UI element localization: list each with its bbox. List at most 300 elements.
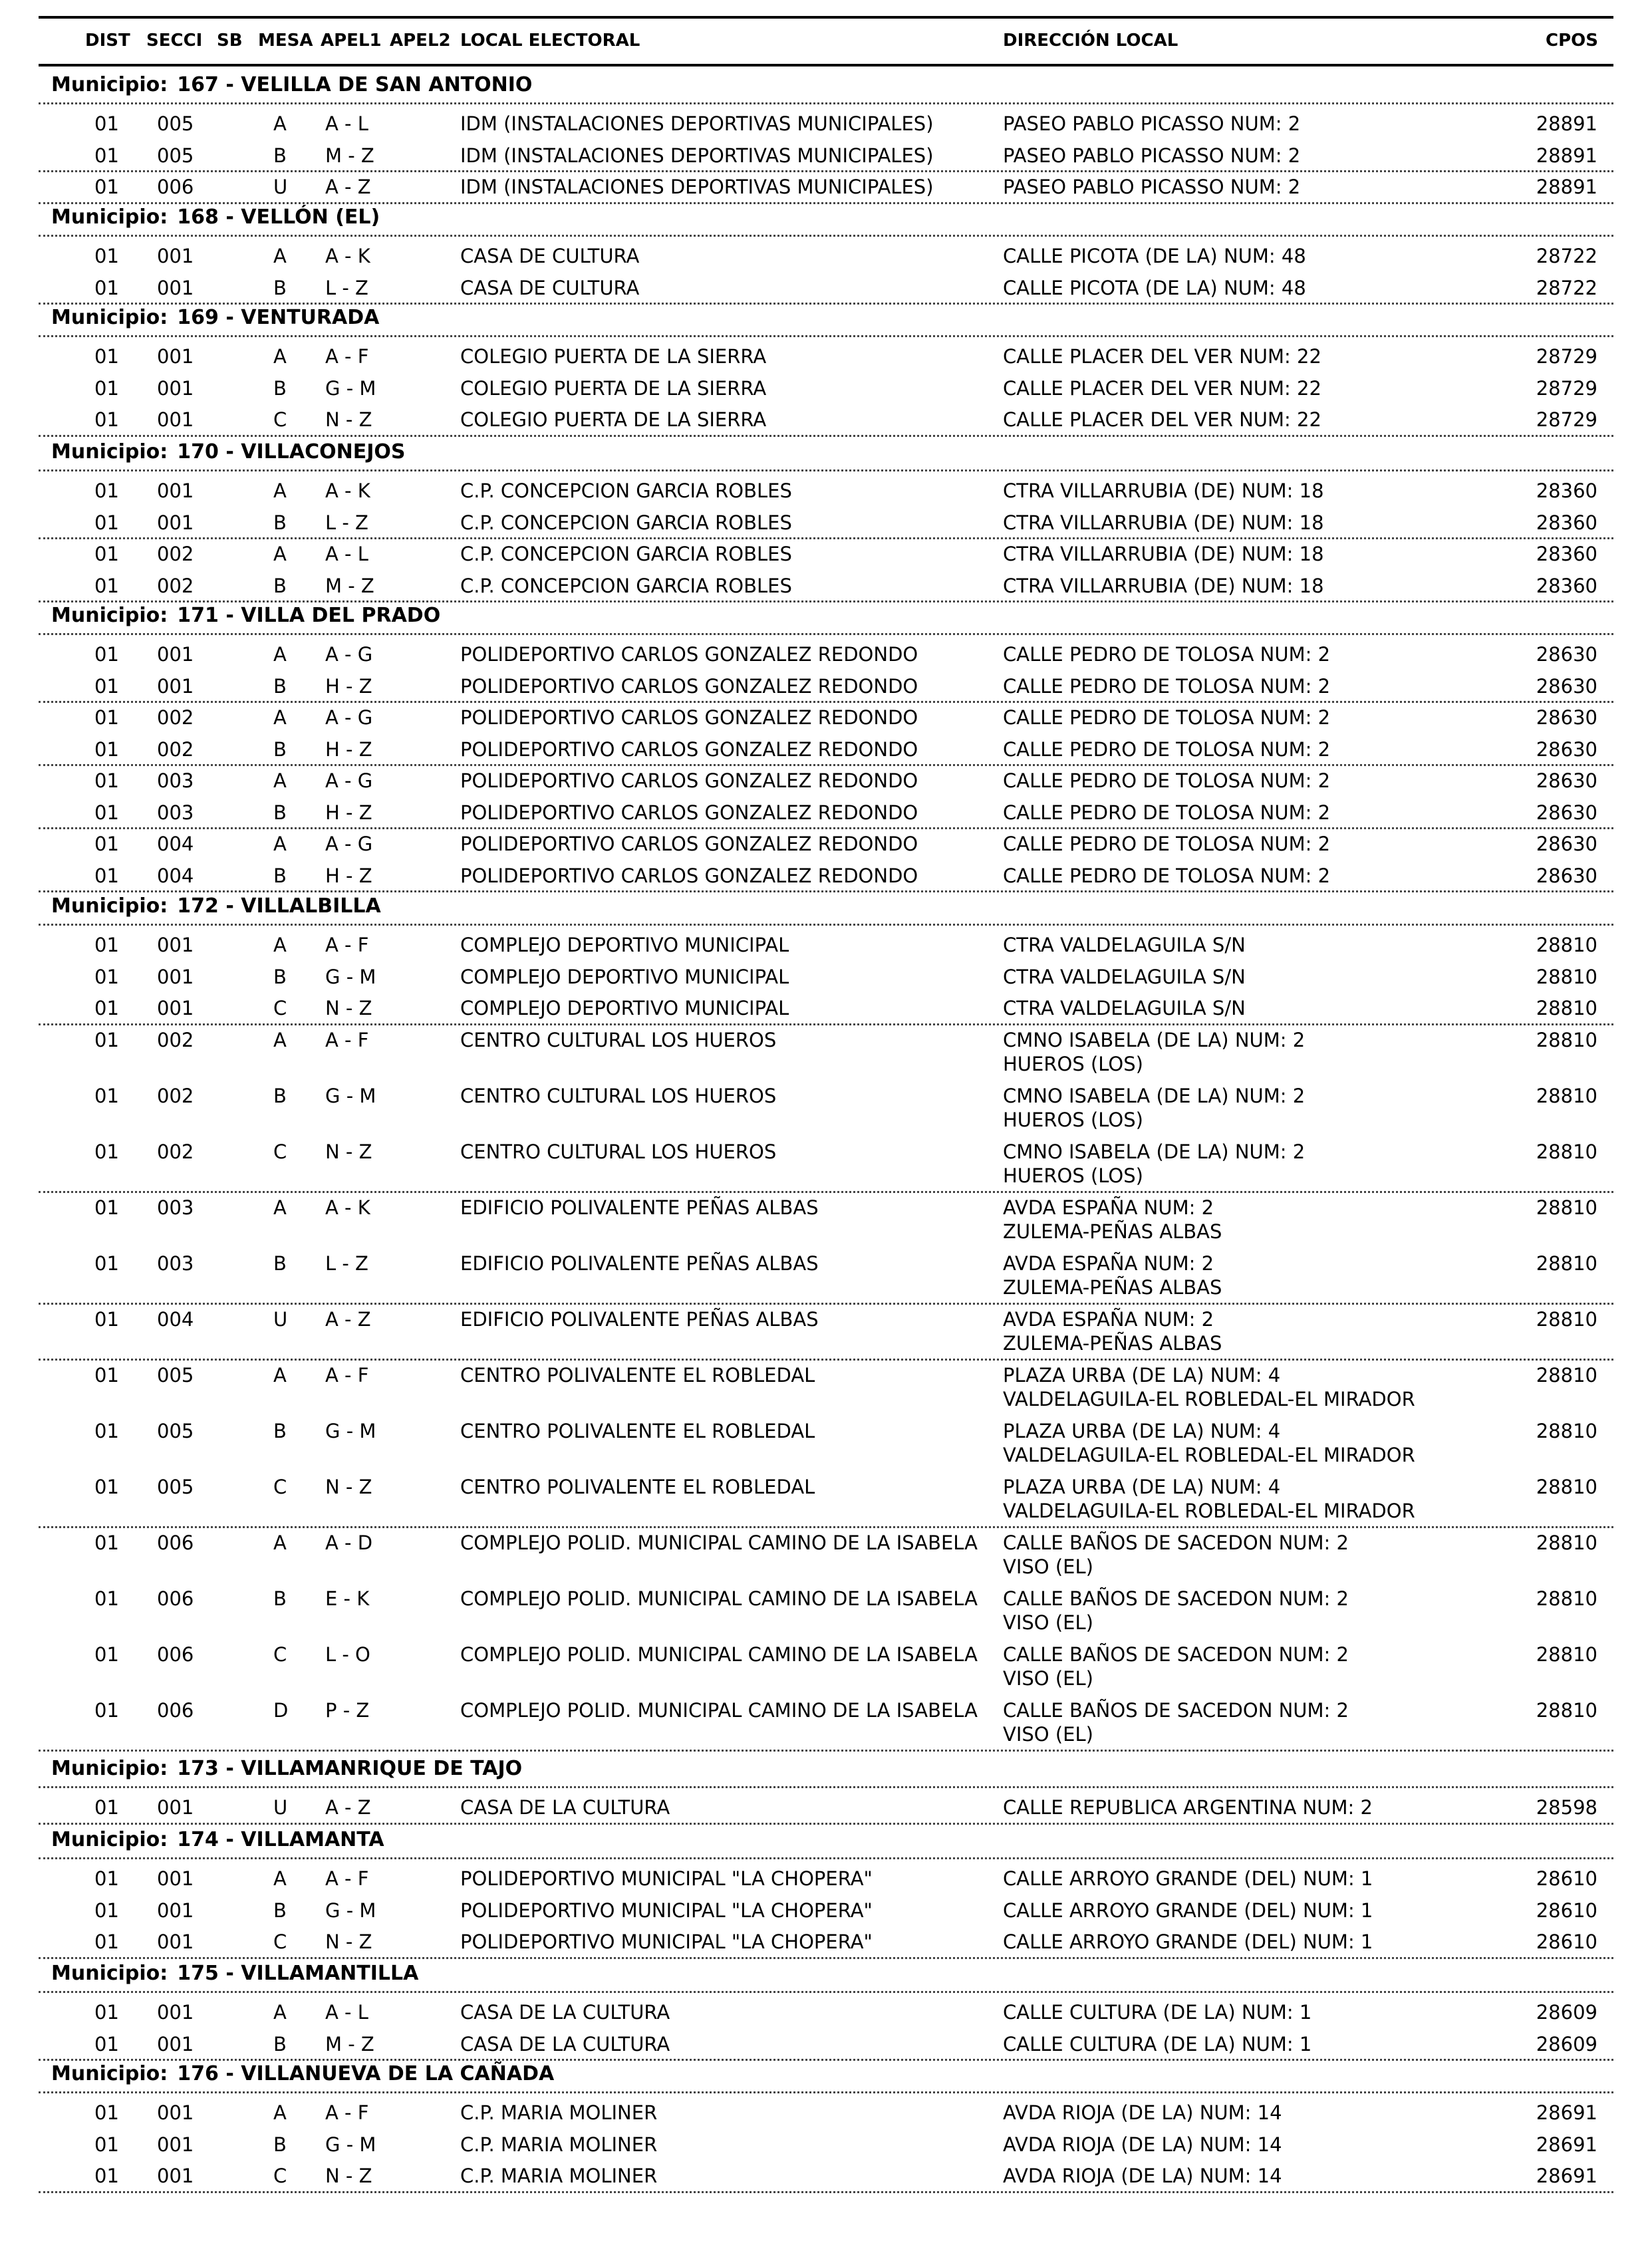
cell-apel: P - Z bbox=[325, 1698, 370, 1722]
cell-direccion: CALLE PLACER DEL VER NUM: 22 bbox=[1003, 408, 1321, 431]
cell-cpos: 28630 bbox=[1536, 643, 1597, 666]
cell-mesa: A bbox=[273, 2101, 287, 2124]
cell-dist: 01 bbox=[94, 737, 119, 761]
cell-apel: H - Z bbox=[325, 674, 372, 698]
cell-cpos: 28810 bbox=[1536, 1028, 1597, 1051]
dotted-divider bbox=[39, 2059, 1613, 2061]
header-local-electoral: LOCAL ELECTORAL bbox=[460, 31, 640, 51]
cell-local-electoral: POLIDEPORTIVO MUNICIPAL "LA CHOPERA" bbox=[460, 1930, 873, 1953]
cell-mesa: A bbox=[273, 1531, 287, 1554]
dotted-divider bbox=[39, 335, 1613, 337]
cell-mesa: B bbox=[273, 1587, 287, 1610]
cell-direccion: CTRA VILLARRUBIA (DE) NUM: 18 bbox=[1003, 511, 1324, 534]
header-apel1: APEL1 bbox=[321, 31, 382, 51]
cell-direccion: CALLE REPUBLICA ARGENTINA NUM: 2 bbox=[1003, 1796, 1373, 1819]
cell-apel: H - Z bbox=[325, 864, 372, 887]
cell-direccion: CALLE ARROYO GRANDE (DEL) NUM: 1 bbox=[1003, 1899, 1373, 1922]
cell-local-electoral: COMPLEJO DEPORTIVO MUNICIPAL bbox=[460, 997, 789, 1019]
cell-secci: 005 bbox=[157, 1419, 194, 1442]
municipio-label: Municipio: bbox=[51, 306, 168, 329]
cell-apel: H - Z bbox=[325, 801, 372, 824]
cell-dist: 01 bbox=[94, 479, 119, 502]
cell-direccion: CMNO ISABELA (DE LA) NUM: 2 bbox=[1003, 1140, 1306, 1163]
cell-secci: 003 bbox=[157, 1196, 194, 1219]
cell-secci: 001 bbox=[157, 345, 194, 368]
cell-local-electoral: POLIDEPORTIVO CARLOS GONZALEZ REDONDO bbox=[460, 833, 918, 855]
municipio-label: Municipio: bbox=[51, 73, 168, 96]
cell-local-electoral: COMPLEJO POLID. MUNICIPAL CAMINO DE LA ISABELA bbox=[460, 1531, 978, 1554]
cell-cpos: 28360 bbox=[1536, 543, 1597, 565]
cell-secci: 002 bbox=[157, 1140, 194, 1163]
cell-secci: 005 bbox=[157, 1475, 194, 1498]
cell-local-electoral: COMPLEJO DEPORTIVO MUNICIPAL bbox=[460, 965, 789, 988]
cell-cpos: 28598 bbox=[1536, 1796, 1597, 1819]
cell-cpos: 28630 bbox=[1536, 833, 1597, 855]
cell-dist: 01 bbox=[94, 1531, 119, 1554]
cell-cpos: 28610 bbox=[1536, 1867, 1597, 1890]
cell-local-electoral: IDM (INSTALACIONES DEPORTIVAS MUNICIPALES) bbox=[460, 144, 934, 167]
cell-dist: 01 bbox=[94, 1196, 119, 1219]
dotted-divider bbox=[39, 633, 1613, 635]
cell-secci: 003 bbox=[157, 801, 194, 824]
cell-direccion: CALLE PEDRO DE TOLOSA NUM: 2 bbox=[1003, 737, 1331, 761]
cell-cpos: 28610 bbox=[1536, 1930, 1597, 1953]
municipio-title: 171 - VILLA DEL PRADO bbox=[177, 604, 441, 627]
header-cpos: CPOS bbox=[1546, 31, 1598, 51]
cell-cpos: 28691 bbox=[1536, 2133, 1597, 2156]
cell-mesa: A bbox=[273, 345, 287, 368]
cell-cpos: 28360 bbox=[1536, 479, 1597, 502]
cell-mesa: A bbox=[273, 1867, 287, 1890]
cell-direccion: CTRA VALDELAGUILA S/N bbox=[1003, 965, 1246, 988]
municipio-title: 175 - VILLAMANTILLA bbox=[177, 1962, 419, 1985]
cell-mesa: C bbox=[273, 2165, 287, 2187]
cell-secci: 001 bbox=[157, 2101, 194, 2124]
dotted-divider bbox=[39, 1823, 1613, 1825]
dotted-divider bbox=[39, 890, 1613, 892]
cell-local-electoral: COMPLEJO DEPORTIVO MUNICIPAL bbox=[460, 934, 789, 956]
cell-direccion-extra: ZULEMA-PEÑAS ALBAS bbox=[1003, 1275, 1222, 1299]
cell-local-electoral: C.P. CONCEPCION GARCIA ROBLES bbox=[460, 574, 792, 597]
cell-dist: 01 bbox=[94, 1363, 119, 1387]
cell-direccion: PLAZA URBA (DE LA) NUM: 4 bbox=[1003, 1475, 1281, 1498]
cell-dist: 01 bbox=[94, 1419, 119, 1442]
cell-apel: A - G bbox=[325, 643, 373, 666]
cell-direccion-extra: VISO (EL) bbox=[1003, 1666, 1093, 1690]
cell-cpos: 28609 bbox=[1536, 2001, 1597, 2024]
cell-mesa: A bbox=[273, 1028, 287, 1051]
cell-mesa: C bbox=[273, 1643, 287, 1666]
cell-cpos: 28630 bbox=[1536, 737, 1597, 761]
cell-apel: A - K bbox=[325, 479, 370, 502]
municipio-title: 176 - VILLANUEVA DE LA CAÑADA bbox=[177, 2062, 555, 2085]
dotted-divider bbox=[39, 469, 1613, 471]
municipio-heading bbox=[51, 440, 405, 463]
dotted-divider bbox=[39, 600, 1613, 602]
cell-dist: 01 bbox=[94, 1028, 119, 1051]
cell-dist: 01 bbox=[94, 112, 119, 135]
cell-direccion: CALLE PLACER DEL VER NUM: 22 bbox=[1003, 376, 1321, 400]
cell-mesa: U bbox=[273, 176, 288, 198]
cell-local-electoral: CENTRO CULTURAL LOS HUEROS bbox=[460, 1028, 777, 1051]
cell-dist: 01 bbox=[94, 2032, 119, 2055]
cell-secci: 005 bbox=[157, 1363, 194, 1387]
cell-apel: G - M bbox=[325, 1899, 376, 1922]
cell-secci: 003 bbox=[157, 769, 194, 792]
cell-secci: 001 bbox=[157, 643, 194, 666]
cell-cpos: 28691 bbox=[1536, 2101, 1597, 2124]
cell-direccion: AVDA RIOJA (DE LA) NUM: 14 bbox=[1003, 2165, 1282, 2187]
cell-mesa: B bbox=[273, 674, 287, 698]
cell-apel: E - K bbox=[325, 1587, 370, 1610]
cell-cpos: 28630 bbox=[1536, 706, 1597, 729]
cell-secci: 006 bbox=[157, 1643, 194, 1666]
cell-direccion: CALLE BAÑOS DE SACEDON NUM: 2 bbox=[1003, 1531, 1349, 1554]
cell-mesa: C bbox=[273, 408, 287, 431]
cell-dist: 01 bbox=[94, 1796, 119, 1819]
cell-cpos: 28891 bbox=[1536, 144, 1597, 167]
cell-secci: 001 bbox=[157, 674, 194, 698]
municipio-label: Municipio: bbox=[51, 1757, 168, 1780]
cell-cpos: 28722 bbox=[1536, 245, 1597, 267]
cell-cpos: 28810 bbox=[1536, 997, 1597, 1019]
cell-dist: 01 bbox=[94, 997, 119, 1019]
cell-direccion-extra: ZULEMA-PEÑAS ALBAS bbox=[1003, 1331, 1222, 1355]
cell-direccion: PASEO PABLO PICASSO NUM: 2 bbox=[1003, 176, 1301, 198]
municipio-label: Municipio: bbox=[51, 604, 168, 627]
municipio-title: 167 - VELILLA DE SAN ANTONIO bbox=[177, 73, 533, 96]
cell-apel: L - Z bbox=[325, 511, 368, 534]
cell-secci: 006 bbox=[157, 1698, 194, 1722]
cell-direccion: CALLE PEDRO DE TOLOSA NUM: 2 bbox=[1003, 769, 1331, 792]
cell-cpos: 28722 bbox=[1536, 276, 1597, 299]
cell-local-electoral: COLEGIO PUERTA DE LA SIERRA bbox=[460, 345, 767, 368]
cell-local-electoral: C.P. CONCEPCION GARCIA ROBLES bbox=[460, 543, 792, 565]
municipio-heading bbox=[51, 1828, 384, 1851]
cell-local-electoral: POLIDEPORTIVO CARLOS GONZALEZ REDONDO bbox=[460, 706, 918, 729]
municipio-heading bbox=[51, 2062, 554, 2085]
cell-local-electoral: CASA DE LA CULTURA bbox=[460, 1796, 670, 1819]
cell-direccion: CTRA VILLARRUBIA (DE) NUM: 18 bbox=[1003, 574, 1324, 597]
header-sb: SB bbox=[217, 31, 243, 51]
cell-dist: 01 bbox=[94, 511, 119, 534]
municipio-heading bbox=[51, 73, 532, 96]
municipio-label: Municipio: bbox=[51, 894, 168, 918]
cell-direccion: AVDA ESPAÑA NUM: 2 bbox=[1003, 1196, 1214, 1219]
cell-mesa: B bbox=[273, 801, 287, 824]
dotted-divider bbox=[39, 2191, 1613, 2193]
cell-local-electoral: CENTRO POLIVALENTE EL ROBLEDAL bbox=[460, 1475, 815, 1498]
cell-cpos: 28609 bbox=[1536, 2032, 1597, 2055]
cell-direccion-extra: ZULEMA-PEÑAS ALBAS bbox=[1003, 1220, 1222, 1243]
cell-dist: 01 bbox=[94, 2133, 119, 2156]
cell-mesa: A bbox=[273, 833, 287, 855]
cell-direccion: CTRA VALDELAGUILA S/N bbox=[1003, 997, 1246, 1019]
dotted-divider bbox=[39, 1023, 1613, 1025]
cell-dist: 01 bbox=[94, 965, 119, 988]
dotted-divider bbox=[39, 1957, 1613, 1959]
cell-cpos: 28630 bbox=[1536, 864, 1597, 887]
cell-direccion: CALLE CULTURA (DE LA) NUM: 1 bbox=[1003, 2001, 1312, 2024]
cell-mesa: B bbox=[273, 511, 287, 534]
cell-dist: 01 bbox=[94, 1084, 119, 1107]
cell-direccion: CALLE PEDRO DE TOLOSA NUM: 2 bbox=[1003, 801, 1331, 824]
cell-direccion: CTRA VILLARRUBIA (DE) NUM: 18 bbox=[1003, 543, 1324, 565]
cell-mesa: B bbox=[273, 1419, 287, 1442]
cell-direccion: CTRA VILLARRUBIA (DE) NUM: 18 bbox=[1003, 479, 1324, 502]
cell-apel: A - F bbox=[325, 934, 369, 956]
dotted-divider bbox=[39, 1191, 1613, 1193]
cell-dist: 01 bbox=[94, 144, 119, 167]
cell-secci: 001 bbox=[157, 245, 194, 267]
cell-cpos: 28691 bbox=[1536, 2165, 1597, 2187]
cell-dist: 01 bbox=[94, 245, 119, 267]
cell-dist: 01 bbox=[94, 1475, 119, 1498]
dotted-divider bbox=[39, 202, 1613, 204]
cell-dist: 01 bbox=[94, 2101, 119, 2124]
cell-secci: 001 bbox=[157, 276, 194, 299]
cell-cpos: 28810 bbox=[1536, 1419, 1597, 1442]
cell-mesa: U bbox=[273, 1796, 288, 1819]
dotted-divider bbox=[39, 235, 1613, 237]
cell-dist: 01 bbox=[94, 643, 119, 666]
cell-dist: 01 bbox=[94, 934, 119, 956]
cell-direccion-extra: VALDELAGUILA-EL ROBLEDAL-EL MIRADOR bbox=[1003, 1499, 1415, 1522]
cell-secci: 001 bbox=[157, 1796, 194, 1819]
cell-apel: G - M bbox=[325, 376, 376, 400]
cell-apel: A - Z bbox=[325, 1796, 371, 1819]
cell-direccion: PASEO PABLO PICASSO NUM: 2 bbox=[1003, 144, 1301, 167]
cell-cpos: 28891 bbox=[1536, 112, 1597, 135]
cell-secci: 006 bbox=[157, 1531, 194, 1554]
municipio-label: Municipio: bbox=[51, 205, 168, 229]
cell-secci: 004 bbox=[157, 1307, 194, 1331]
cell-dist: 01 bbox=[94, 1867, 119, 1890]
municipio-heading bbox=[51, 205, 380, 229]
cell-local-electoral: POLIDEPORTIVO CARLOS GONZALEZ REDONDO bbox=[460, 674, 918, 698]
cell-apel: A - L bbox=[325, 2001, 368, 2024]
dotted-divider bbox=[39, 435, 1613, 437]
cell-mesa: U bbox=[273, 1307, 288, 1331]
cell-secci: 001 bbox=[157, 511, 194, 534]
cell-direccion-extra: VALDELAGUILA-EL ROBLEDAL-EL MIRADOR bbox=[1003, 1443, 1415, 1466]
cell-dist: 01 bbox=[94, 1140, 119, 1163]
cell-secci: 001 bbox=[157, 1867, 194, 1890]
cell-local-electoral: C.P. MARIA MOLINER bbox=[460, 2101, 658, 2124]
cell-mesa: B bbox=[273, 1899, 287, 1922]
cell-direccion: CALLE PEDRO DE TOLOSA NUM: 2 bbox=[1003, 674, 1331, 698]
cell-mesa: A bbox=[273, 245, 287, 267]
cell-dist: 01 bbox=[94, 408, 119, 431]
cell-apel: A - G bbox=[325, 769, 373, 792]
cell-dist: 01 bbox=[94, 176, 119, 198]
cell-cpos: 28360 bbox=[1536, 511, 1597, 534]
cell-apel: H - Z bbox=[325, 737, 372, 761]
cell-apel: A - G bbox=[325, 706, 373, 729]
cell-mesa: A bbox=[273, 934, 287, 956]
cell-secci: 001 bbox=[157, 479, 194, 502]
dotted-divider bbox=[39, 764, 1613, 766]
cell-direccion: PLAZA URBA (DE LA) NUM: 4 bbox=[1003, 1419, 1281, 1442]
cell-direccion: CTRA VALDELAGUILA S/N bbox=[1003, 934, 1246, 956]
cell-secci: 001 bbox=[157, 965, 194, 988]
header-mesa: MESA bbox=[258, 31, 313, 51]
cell-cpos: 28630 bbox=[1536, 674, 1597, 698]
cell-cpos: 28810 bbox=[1536, 1475, 1597, 1498]
cell-apel: M - Z bbox=[325, 144, 374, 167]
cell-direccion: CALLE ARROYO GRANDE (DEL) NUM: 1 bbox=[1003, 1867, 1373, 1890]
dotted-divider bbox=[39, 102, 1613, 104]
cell-secci: 004 bbox=[157, 833, 194, 855]
cell-secci: 002 bbox=[157, 574, 194, 597]
cell-apel: A - K bbox=[325, 245, 370, 267]
cell-mesa: A bbox=[273, 479, 287, 502]
cell-mesa: B bbox=[273, 864, 287, 887]
municipio-label: Municipio: bbox=[51, 440, 168, 463]
cell-mesa: A bbox=[273, 1196, 287, 1219]
cell-mesa: C bbox=[273, 1140, 287, 1163]
cell-local-electoral: C.P. MARIA MOLINER bbox=[460, 2133, 658, 2156]
cell-dist: 01 bbox=[94, 674, 119, 698]
cell-direccion: CALLE BAÑOS DE SACEDON NUM: 2 bbox=[1003, 1698, 1349, 1722]
cell-apel: M - Z bbox=[325, 2032, 374, 2055]
cell-direccion: AVDA ESPAÑA NUM: 2 bbox=[1003, 1252, 1214, 1275]
cell-dist: 01 bbox=[94, 345, 119, 368]
dotted-divider bbox=[39, 303, 1613, 305]
cell-apel: A - L bbox=[325, 543, 368, 565]
cell-direccion-extra: HUEROS (LOS) bbox=[1003, 1108, 1143, 1131]
cell-local-electoral: CASA DE CULTURA bbox=[460, 276, 640, 299]
cell-cpos: 28810 bbox=[1536, 1587, 1597, 1610]
cell-apel: N - Z bbox=[325, 408, 372, 431]
municipio-heading bbox=[51, 894, 381, 918]
cell-dist: 01 bbox=[94, 833, 119, 855]
cell-direccion: CALLE PEDRO DE TOLOSA NUM: 2 bbox=[1003, 706, 1331, 729]
cell-dist: 01 bbox=[94, 1930, 119, 1953]
cell-dist: 01 bbox=[94, 864, 119, 887]
cell-direccion: AVDA ESPAÑA NUM: 2 bbox=[1003, 1307, 1214, 1331]
cell-cpos: 28810 bbox=[1536, 1196, 1597, 1219]
cell-local-electoral: CENTRO CULTURAL LOS HUEROS bbox=[460, 1084, 777, 1107]
cell-dist: 01 bbox=[94, 1587, 119, 1610]
cell-secci: 002 bbox=[157, 543, 194, 565]
cell-apel: N - Z bbox=[325, 2165, 372, 2187]
cell-local-electoral: COMPLEJO POLID. MUNICIPAL CAMINO DE LA ISABELA bbox=[460, 1698, 978, 1722]
cell-apel: L - O bbox=[325, 1643, 370, 1666]
cell-secci: 002 bbox=[157, 706, 194, 729]
cell-mesa: B bbox=[273, 2032, 287, 2055]
cell-dist: 01 bbox=[94, 376, 119, 400]
cell-direccion: AVDA RIOJA (DE LA) NUM: 14 bbox=[1003, 2133, 1282, 2156]
cell-local-electoral: POLIDEPORTIVO MUNICIPAL "LA CHOPERA" bbox=[460, 1867, 873, 1890]
cell-local-electoral: POLIDEPORTIVO CARLOS GONZALEZ REDONDO bbox=[460, 643, 918, 666]
cell-local-electoral: EDIFICIO POLIVALENTE PEÑAS ALBAS bbox=[460, 1196, 819, 1219]
cell-secci: 001 bbox=[157, 2032, 194, 2055]
cell-cpos: 28810 bbox=[1536, 1084, 1597, 1107]
cell-cpos: 28810 bbox=[1536, 1531, 1597, 1554]
dotted-divider bbox=[39, 1750, 1613, 1752]
cell-cpos: 28610 bbox=[1536, 1899, 1597, 1922]
cell-apel: G - M bbox=[325, 965, 376, 988]
cell-mesa: D bbox=[273, 1698, 289, 1722]
cell-mesa: A bbox=[273, 769, 287, 792]
cell-local-electoral: IDM (INSTALACIONES DEPORTIVAS MUNICIPALES) bbox=[460, 176, 934, 198]
cell-mesa: B bbox=[273, 2133, 287, 2156]
cell-apel: A - D bbox=[325, 1531, 373, 1554]
cell-dist: 01 bbox=[94, 1252, 119, 1275]
cell-dist: 01 bbox=[94, 769, 119, 792]
cell-dist: 01 bbox=[94, 1643, 119, 1666]
cell-secci: 005 bbox=[157, 144, 194, 167]
cell-direccion-extra: HUEROS (LOS) bbox=[1003, 1052, 1143, 1075]
cell-direccion: CALLE PEDRO DE TOLOSA NUM: 2 bbox=[1003, 643, 1331, 666]
cell-direccion: CALLE CULTURA (DE LA) NUM: 1 bbox=[1003, 2032, 1312, 2055]
cell-secci: 001 bbox=[157, 934, 194, 956]
cell-secci: 006 bbox=[157, 176, 194, 198]
dotted-divider bbox=[39, 170, 1613, 172]
cell-direccion: CALLE PEDRO DE TOLOSA NUM: 2 bbox=[1003, 833, 1331, 855]
cell-apel: G - M bbox=[325, 1084, 376, 1107]
cell-apel: N - Z bbox=[325, 1930, 372, 1953]
cell-mesa: A bbox=[273, 112, 287, 135]
cell-local-electoral: CENTRO CULTURAL LOS HUEROS bbox=[460, 1140, 777, 1163]
cell-secci: 001 bbox=[157, 2001, 194, 2024]
dotted-divider bbox=[39, 1786, 1613, 1788]
cell-local-electoral: COLEGIO PUERTA DE LA SIERRA bbox=[460, 408, 767, 431]
cell-apel: A - F bbox=[325, 1867, 369, 1890]
cell-cpos: 28630 bbox=[1536, 801, 1597, 824]
dotted-divider bbox=[39, 1857, 1613, 1859]
cell-cpos: 28630 bbox=[1536, 769, 1597, 792]
cell-apel: M - Z bbox=[325, 574, 374, 597]
cell-secci: 002 bbox=[157, 1028, 194, 1051]
header-secci: SECCI bbox=[146, 31, 203, 51]
cell-cpos: 28810 bbox=[1536, 1252, 1597, 1275]
cell-secci: 002 bbox=[157, 737, 194, 761]
cell-cpos: 28360 bbox=[1536, 574, 1597, 597]
cell-cpos: 28729 bbox=[1536, 376, 1597, 400]
municipio-heading bbox=[51, 306, 379, 329]
cell-apel: A - F bbox=[325, 1363, 369, 1387]
cell-direccion: CALLE BAÑOS DE SACEDON NUM: 2 bbox=[1003, 1643, 1349, 1666]
dotted-divider bbox=[39, 924, 1613, 926]
cell-local-electoral: CENTRO POLIVALENTE EL ROBLEDAL bbox=[460, 1419, 815, 1442]
cell-cpos: 28810 bbox=[1536, 1140, 1597, 1163]
cell-secci: 003 bbox=[157, 1252, 194, 1275]
cell-local-electoral: C.P. MARIA MOLINER bbox=[460, 2165, 658, 2187]
cell-apel: L - Z bbox=[325, 1252, 368, 1275]
municipio-title: 168 - VELLÓN (EL) bbox=[177, 205, 380, 229]
cell-mesa: A bbox=[273, 2001, 287, 2024]
cell-local-electoral: POLIDEPORTIVO MUNICIPAL "LA CHOPERA" bbox=[460, 1899, 873, 1922]
cell-apel: G - M bbox=[325, 1419, 376, 1442]
cell-direccion: CMNO ISABELA (DE LA) NUM: 2 bbox=[1003, 1028, 1306, 1051]
cell-secci: 001 bbox=[157, 408, 194, 431]
dotted-divider bbox=[39, 1526, 1613, 1528]
cell-local-electoral: COLEGIO PUERTA DE LA SIERRA bbox=[460, 376, 767, 400]
cell-cpos: 28891 bbox=[1536, 176, 1597, 198]
cell-local-electoral: COMPLEJO POLID. MUNICIPAL CAMINO DE LA ISABELA bbox=[460, 1643, 978, 1666]
cell-secci: 006 bbox=[157, 1587, 194, 1610]
cell-direccion: PASEO PABLO PICASSO NUM: 2 bbox=[1003, 112, 1301, 135]
cell-apel: A - K bbox=[325, 1196, 370, 1219]
cell-dist: 01 bbox=[94, 543, 119, 565]
cell-direccion-extra: VISO (EL) bbox=[1003, 1555, 1093, 1578]
cell-dist: 01 bbox=[94, 706, 119, 729]
dotted-divider bbox=[39, 1303, 1613, 1305]
cell-apel: G - M bbox=[325, 2133, 376, 2156]
municipio-label: Municipio: bbox=[51, 2062, 168, 2085]
